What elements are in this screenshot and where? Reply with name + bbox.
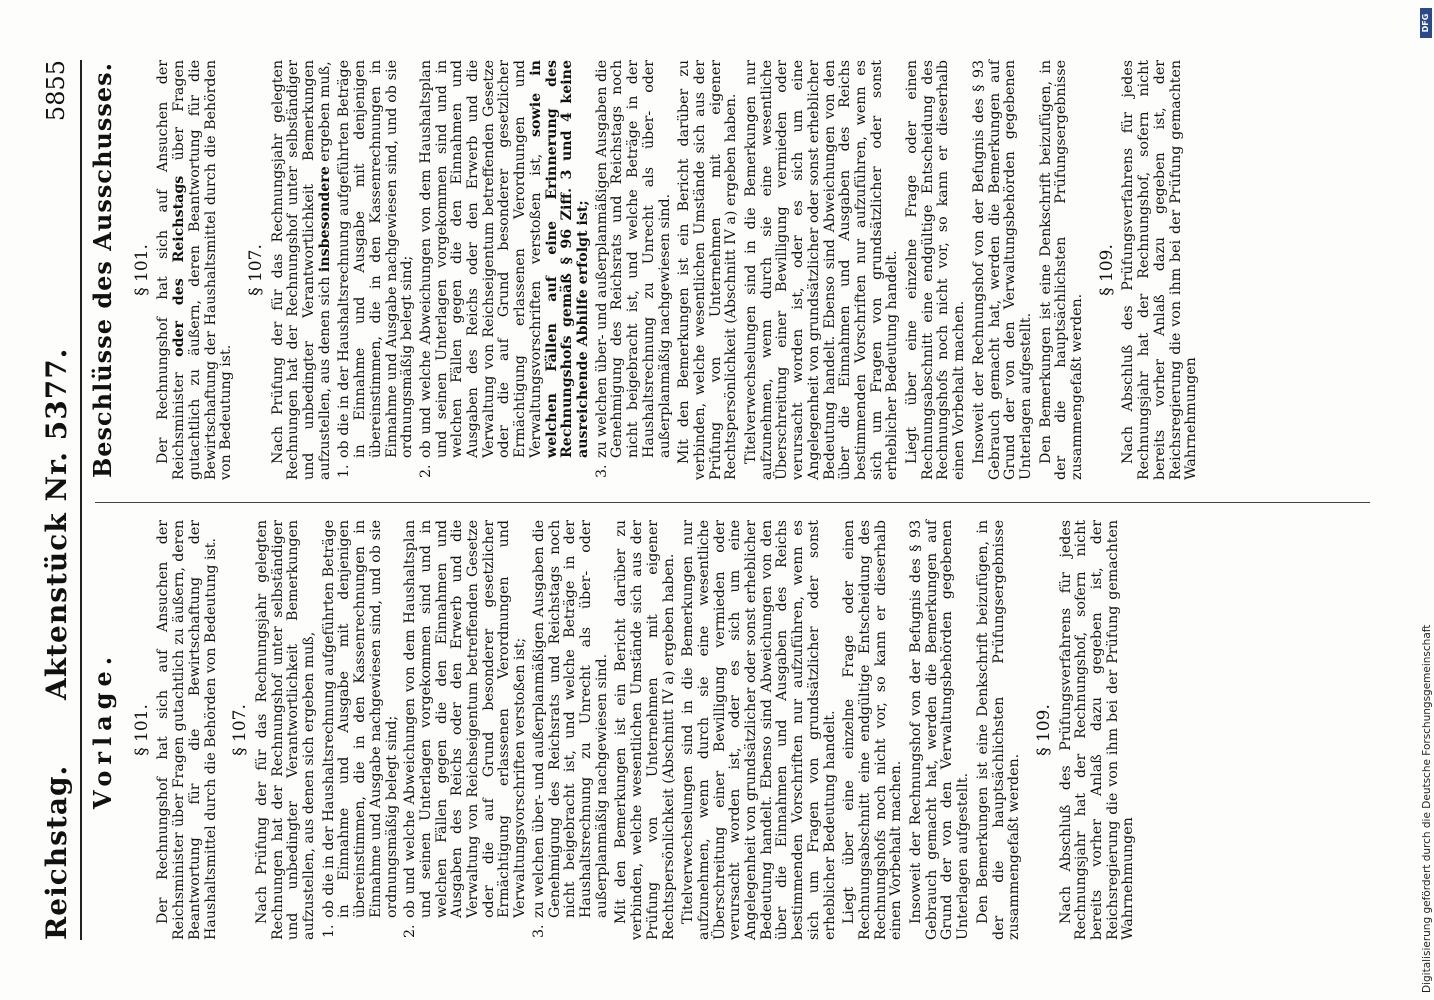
left-s107-list [322,520,611,940]
text-run: über Fragen gutachtlich zu äußern, deren Beantwortung für die Bewirtschaftung der Haushaltsmittel durch die Behörden von Bedeutung ist. [171,59,235,480]
left-s107-para: Titelverwechselungen sind in die Bemerkungen nur aufzunehmen, wenn durch sie eine wesentliche Überschreitung einer Bewilligung vermieden oder verursacht worden ist, oder es sich um eine Angelegenheit von grundsätzlicher oder sonst erheblicher Bedeutung handelt. Ebenso sind Abweichungen von den über die Einnahmen und Ausgaben des Reichs bestimmenden Vorschriften nur aufzuführen, wenn es sich um Fragen von grundsätzlicher oder sonst erheblicher Bedeutung handelt. [680,520,838,940]
left-s101-text: Der Rechnungshof hat sich auf Ansuchen der Reichsminister über Fragen gutachtlich zu äußern, deren Beantwortung für die Bewirtschaftung der Haushaltsmittel durch die Behörden von Bedeutung ist. [155,520,219,940]
dfg-logo [1420,8,1432,38]
right-s107-para: Den Bemerkungen ist eine Denkschrift beizufügen, in der die hauptsächlichsten Prüfungsergebnisse zusammengefaßt werden. [1037,60,1086,480]
list-item-number: 2. [402,924,419,938]
left-s101-heading: § 101. [131,704,152,756]
left-s107-para: Mit den Bemerkungen ist ein Bericht darüber zu verbinden, welche wesentlichen Umstände sich aus der Prüfung von Unternehmen mit eigener Rechtspersönlichkeit (Abschnitt IV a) ergeben haben. [613,520,677,940]
document-reference: Aktenstück Nr. 5377. [40,347,73,700]
column-divider [95,502,1370,503]
left-s107-intro: Nach Prüfung der für das Rechnungsjahr gelegten Rechnungen hat der Rechnungshof unter selbständiger und unbedingter Verantwortlichkeit Bemerkungen aufzustellen, aus denen sich ergeben muß, [253,520,318,940]
right-s107-para: Liegt über eine einzelne Frage oder einen Rechnungsabschnitt eine endgültige Entscheidung des Rechnungshofs noch nicht vor, so kann er dieserhalb einen Vorbehalt machen. [904,60,968,480]
right-column-title: Beschlüsse des Ausschusses. [88,61,117,479]
right-s109-heading: § 109. [1096,244,1117,296]
right-s107-intro [271,60,334,480]
digitization-credit-text: Digitalisierung gefördert durch die Deutsche Forschungsgemeinschaft [1421,624,1433,993]
left-s109-heading: § 109. [1033,704,1054,756]
page-number: 5855 [42,60,70,122]
right-s107-para: Mit den Bemerkungen ist ein Bericht darüber zu verbinden, welche wesentlichen Umstände sich aus der Prüfung von Unternehmen mit eigener Rechtspersönlichkeit (Abschnitt IV a) ergeben haben. [676,60,740,480]
list-item-number: 2. [417,464,434,478]
publisher-name: Reichstag. [40,764,73,940]
text-run: Der Rechnungshof hat sich auf Ansuchen der Reichsminister [155,60,188,480]
emphasis-run: oder des Reichstags [171,175,188,357]
emphasis-run: insbesondere [316,166,333,273]
list-item-text: ob die in der Haushaltsrechnung aufgeführten Beträge in Einnahme und Ausgabe mit denjenigen übereinstimmen, die in den Kassenrechnungen in Einnahme und Ausgabe nachgewiesen sind, und ob sie ordnungsmäßig belegt sind; [336,60,416,458]
digitization-credit [1419,8,1433,993]
list-item [402,520,529,938]
right-column-beschluesse [88,59,1214,480]
list-item-text: ob die in der Haushaltsrechnung aufgeführten Beträge in Einnahme und Ausgabe mit denjenigen übereinstimmen, die in den Kassenrechnungen in Einnahme und Ausgabe nachgewiesen sind, und ob sie ordnungsmäßig belegt sind; [320,520,400,918]
right-s107-list [337,60,673,480]
list-item [336,60,416,478]
right-section-101 [131,59,235,480]
right-s107-para: Insoweit der Rechnungshof von der Befugnis des § 93 Gebrauch gemacht hat, werden die Bemerkungen auf Grund der von den Verwaltungsbehörden gegebenen Unterlagen aufgestellt. [970,60,1034,480]
left-section-107 [230,520,1023,940]
left-s107-para: Insoweit der Rechnungshof von der Befugnis des § 93 Gebrauch gemacht hat, werden die Bemerkungen auf Grund der von den Verwaltungsbehörden gegebenen Unterlagen aufgestellt. [908,520,972,940]
text-run: Nach Prüfung der für das Rechnungsjahr gelegten Rechnungen hat der Rechnungshof unter selbständiger und unbedingter Verantwortlichkeit Bemerkungen aufzustellen, aus denen sich [269,60,333,480]
list-item-number: 1. [336,464,353,478]
running-header [40,60,82,940]
list-item-number: 3. [530,924,547,938]
right-s101-text [156,60,235,480]
list-item-text: ob und welche Abweichungen von dem Haushaltsplan und seinen Unterlagen vorgekommen sind und in welchen Fällen gegen die den Einnahmen und Ausgaben des Reichs oder den Erwerb und die Verwaltung von Reichseigentum betreffenden Gesetze oder die auf Grund besonderer gesetzlicher Ermächtigung erlassenen Verordnungen und Verwaltungsvorschriften verstoßen ist; [402,520,529,918]
list-item-text: ob und welche Abweichungen von dem Haushaltsplan und seinen Unterlagen vorgekommen sind und in welchen Fällen gegen die den Einnahmen und Ausgaben des Reichs oder den Erwerb und die Verwaltung von Reichseigentum betreffenden Gesetze oder die auf Grund besonderer gesetzlicher Ermächtigung erlassenen Verordnungen und Verwaltungsvorschriften verstoßen ist, [417,60,544,458]
list-item [593,60,674,478]
list-item-text: zu welchen über- und außerplanmäßigen Ausgaben die Genehmigung des Reichsrats und Reichstags noch nicht beigebracht ist, und welche Beträge in der Haushaltsrechnung zu Unrecht als über- oder außerplanmäßig nachgewiesen sind. [593,60,673,458]
right-s107-heading: § 107. [245,244,266,296]
list-item-text: zu welchen über- und außerplanmäßigen Ausgaben die Genehmigung des Reichsrats und Reichstags noch nicht beigebracht ist, und welche Beträge in der Haushaltsrechnung zu Unrecht als über- oder außerplanmäßig nachgewiesen sind. [530,520,610,918]
left-s107-para: Den Bemerkungen ist eine Denkschrift beizufügen, in der die hauptsächlichsten Prüfungsergebnisse zusammengefaßt werden. [974,520,1023,940]
left-s107-para: Liegt über eine einzelne Frage oder einen Rechnungsabschnitt eine endgültige Entscheidung des Rechnungshofs noch nicht vor, so kann er dieserhalb einen Vorbehalt machen. [841,520,905,940]
right-section-107 [245,59,1086,480]
left-section-101 [131,520,220,940]
list-item [417,59,592,478]
left-column-title: Vorlage. [88,650,117,810]
list-item [530,520,611,938]
list-item-number: 3. [593,464,610,478]
text-run: ergeben muß, [316,61,333,162]
list-item [320,520,401,938]
list-item-number: 1. [320,924,337,938]
left-s107-heading: § 107. [230,704,251,756]
left-column-vorlage [88,520,1151,940]
right-s101-heading: § 101. [131,244,152,296]
emphasis-run: sowie in welchen Fällen auf eine Erinnerung des Rechnungshofs gemäß § 96 Ziff. 3 und 4 keine ausreichende Abhilfe erfolgt ist; [527,59,591,458]
right-s107-para: Titelverwechselungen sind in die Bemerkungen nur aufzunehmen, wenn durch sie eine wesentliche Überschreitung einer Bewilligung vermieden oder verursacht worden ist, oder es sich um eine Angelegenheit von grundsätzlicher oder sonst erheblicher Bedeutung handelt. Ebenso sind Abweichungen von den über die Einnahmen und Ausgaben des Reichs bestimmenden Vorschriften nur aufzuführen, wenn es sich um Fragen von grundsätzlicher oder sonst erheblicher Bedeutung handelt. [743,60,901,480]
right-s109-text: Nach Abschluß des Prüfungsverfahrens für jedes Rechnungsjahr hat der Rechnungshof, sofern nicht bereits vorher Anlaß dazu gegeben ist, der Reichsregierung die von ihm bei der Prüfung gemachten Wahrnehmungen [1120,60,1200,480]
left-s109-text: Nach Abschluß des Prüfungsverfahrens für jedes Rechnungsjahr hat der Rechnungshof, sofern nicht bereits vorher Anlaß dazu gegeben ist, der Reichsregierung die von ihm bei der Prüfung gemachten Wahrnehmungen [1057,520,1137,940]
right-section-109 [1096,60,1200,480]
left-section-109 [1033,520,1137,940]
dfg-logo-text: DFG [1421,13,1430,33]
